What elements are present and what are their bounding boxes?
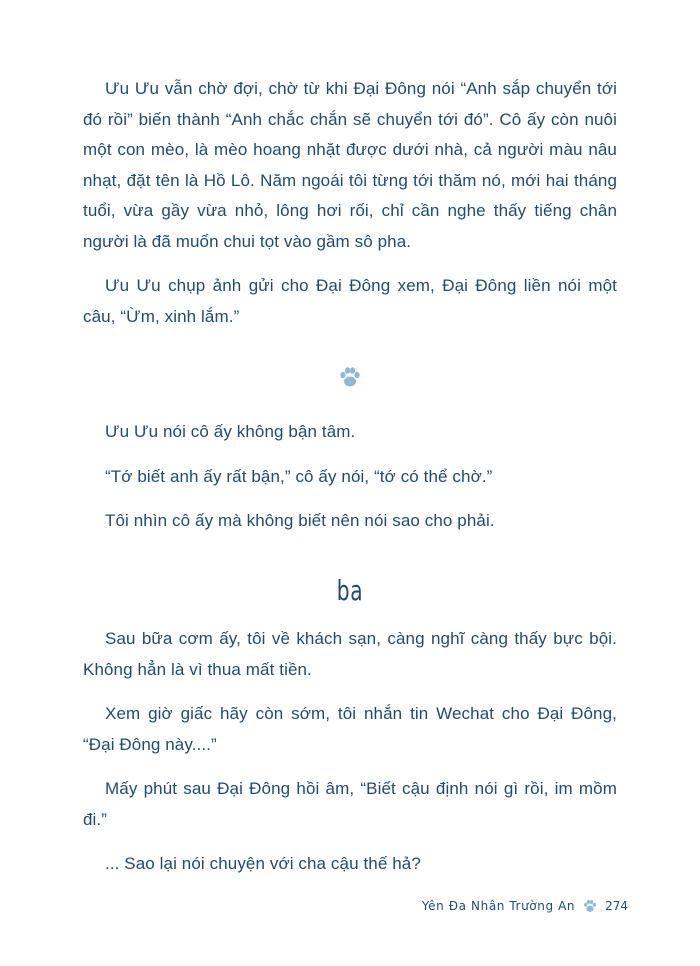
section-1 [83, 74, 617, 346]
section-2 [83, 417, 617, 551]
book-title: Yên Đa Nhân Trường An [421, 899, 576, 913]
page-footer [422, 898, 628, 914]
paw-print-icon [582, 898, 598, 914]
paw-print-icon [337, 364, 363, 390]
page-number: 274 [605, 899, 628, 913]
section-3 [83, 624, 617, 894]
paragraph: Xem giờ giấc hãy còn sớm, tôi nhắn tin Wechat cho Đại Đông, “Đại Đông này....” [83, 704, 617, 754]
paragraph: Mấy phút sau Đại Đông hồi âm, “Biết cậu định nói gì rồi, im mồm đi.” [83, 779, 617, 829]
paragraph: Sau bữa cơm ấy, tôi về khách sạn, càng nghĩ càng thấy bực bội. Không hẳn là vì thua mất tiền. [83, 629, 617, 679]
paragraph: Ưu Ưu vẫn chờ đợi, chờ từ khi Đại Đông nói “Anh sắp chuyển tới đó rồi” biến thành “Anh chắc chắn sẽ chuyển tới đó”. Cô ấy còn nuôi một con mèo, là mèo hoang nhặt được dưới nhà, cả người màu nâu nhạt, đặt tên là Hồ Lô. Năm ngoái tôi từng tới thăm nó, mới hai tháng tuổi, vừa gầy vừa nhỏ, lông hơi rối, chỉ cần nghe thấy tiếng chân người là đã muốn chui tọt vào gầm sô pha. [83, 79, 617, 251]
paragraph: ... Sao lại nói chuyện với cha cậu thế hả? [105, 854, 421, 873]
chapter-title: ba [336, 574, 364, 607]
paragraph: Tôi nhìn cô ấy mà không biết nên nói sao cho phải. [105, 511, 495, 530]
paragraph: Ưu Ưu nói cô ấy không bận tâm. [105, 422, 356, 441]
paragraph: Ưu Ưu chụp ảnh gửi cho Đại Đông xem, Đại Đông liền nói một câu, “Ừm, xinh lắm.” [83, 276, 617, 326]
paragraph: “Tớ biết anh ấy rất bận,” cô ấy nói, “tớ có thể chờ.” [105, 466, 493, 486]
